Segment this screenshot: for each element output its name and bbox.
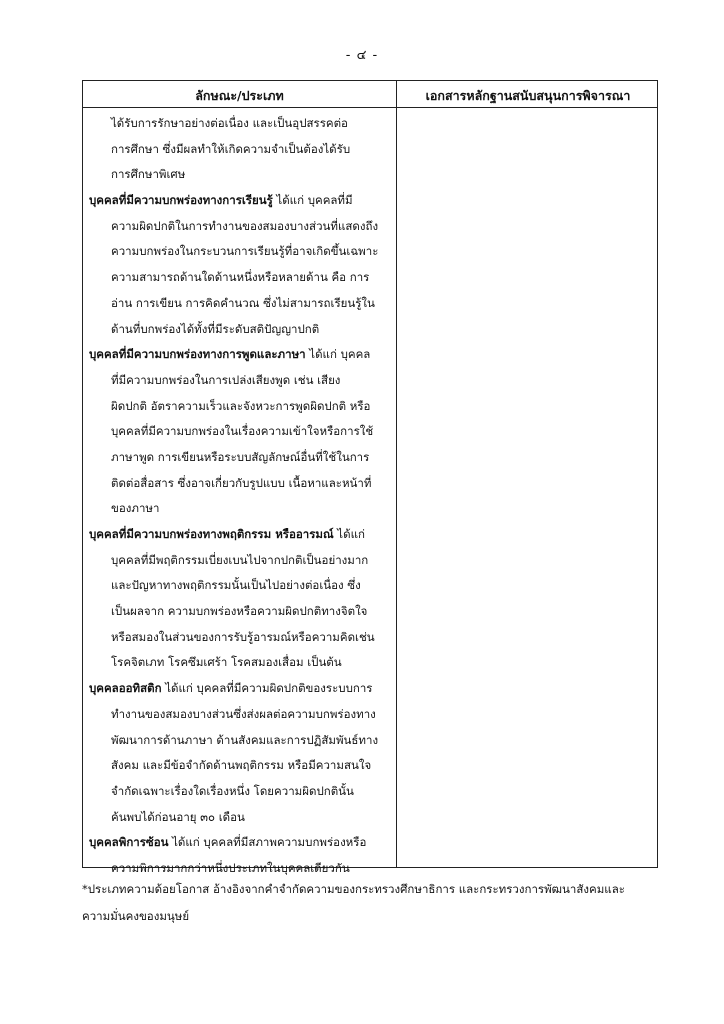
description-line bbox=[89, 753, 389, 779]
description-line bbox=[89, 239, 389, 265]
description-line bbox=[89, 471, 389, 497]
line-text: พัฒนาการด้านภาษา ด้านสังคมและการปฏิสัมพันธ์ทาง bbox=[111, 732, 379, 747]
description-line bbox=[89, 805, 389, 831]
line-text: จำกัดเฉพาะเรื่องใดเรื่องหนึ่ง โดยความผิดปกตินั้น bbox=[111, 783, 354, 798]
description-line bbox=[89, 650, 389, 676]
line-text: ได้แก่ บุคคลที่มี bbox=[272, 193, 353, 208]
line-text: การศึกษาพิเศษ bbox=[111, 167, 186, 182]
line-text: ได้รับการรักษาอย่างต่อเนื่อง และเป็นอุปสรรคต่อ bbox=[111, 116, 348, 130]
category-term: บุคคลที่มีความบกพร่องทางพฤติกรรม หรืออารมณ์ bbox=[89, 527, 334, 541]
line-text: บุคคลที่มีความบกพร่องในเรื่องความเข้าใจหรือการใช้ bbox=[111, 424, 374, 439]
description-line bbox=[89, 419, 389, 445]
line-text: ได้แก่ บุคคล bbox=[305, 347, 371, 362]
category-line bbox=[89, 522, 389, 548]
description-line bbox=[89, 265, 389, 291]
criteria-table bbox=[82, 80, 658, 875]
header-supporting-documents: เอกสารหลักฐานสนับสนุนการพิจารณา bbox=[425, 88, 631, 103]
category-term: บุคคลที่มีความบกพร่องทางการพูดและภาษา bbox=[89, 347, 306, 362]
header-characteristics: ลักษณะ/ประเภท bbox=[195, 88, 284, 103]
description-line bbox=[89, 625, 389, 651]
line-text: สังคม และมีข้อจำกัดด้านพฤติกรรม หรือมีความสนใจ bbox=[111, 758, 372, 773]
description-line bbox=[89, 291, 389, 317]
description-line bbox=[89, 394, 389, 420]
description-line bbox=[89, 137, 389, 163]
category-line bbox=[89, 342, 389, 368]
line-text: และปัญหาทางพฤติกรรมนั้นเป็นไปอย่างต่อเนื่อง ซึ่ง bbox=[111, 578, 361, 593]
footnote-line: *ประเภทความด้อยโอกาส อ้างอิงจากคำจำกัดความของกระทรวงศึกษาธิการ และกระทรวงการพัฒนาสังคมและ bbox=[82, 882, 625, 896]
category-term: บุคคลพิการซ้อน bbox=[89, 835, 169, 850]
description-line bbox=[89, 162, 389, 188]
description-line bbox=[89, 779, 389, 805]
description-line bbox=[89, 111, 389, 137]
line-text: ความสามารถด้านใดด้านหนึ่งหรือหลายด้าน คือ การ bbox=[111, 270, 370, 285]
line-text: ได้แก่ บุคคลที่มีความผิดปกติของระบบการ bbox=[161, 681, 373, 696]
category-term: บุคคลออทิสติก bbox=[89, 681, 162, 696]
line-text: อ่าน การเขียน การคิดคำนวณ ซึ่งไม่สามารถเรียนรู้ใน bbox=[111, 295, 375, 310]
description-line bbox=[89, 548, 389, 574]
line-text: ความบกพร่องในกระบวนการเรียนรู้ที่อาจเกิดขึ้นเฉพาะ bbox=[111, 244, 379, 259]
description-line bbox=[89, 573, 389, 599]
line-text: ภาษาพูด การเขียนหรือระบบสัญลักษณ์อื่นที่ใช้ในการ bbox=[111, 449, 370, 464]
description-line bbox=[89, 728, 389, 754]
line-text: หรือสมองในส่วนของการรับรู้อารมณ์หรือความคิดเช่น bbox=[111, 629, 375, 644]
footnote-line: ความมั่นคงของมนุษย์ bbox=[82, 909, 190, 923]
line-text: ค้นพบได้ก่อนอายุ ๓๐ เดือน bbox=[111, 809, 245, 824]
category-line bbox=[89, 676, 389, 702]
line-text: โรคจิตเภท โรคซึมเศร้า โรคสมองเสื่อม เป็นต้น bbox=[111, 655, 342, 670]
line-text: ความผิดปกติในการทำงานของสมองบางส่วนที่แสดงถึง bbox=[111, 218, 379, 233]
category-term: บุคคลที่มีความบกพร่องทางการเรียนรู้ bbox=[89, 193, 273, 208]
line-text: ผิดปกติ อัตราความเร็วและจังหวะการพูดผิดปกติ หรือ bbox=[111, 398, 371, 413]
line-text: ความพิการมากกว่าหนึ่งประเภทในบุคคลเดียวกัน bbox=[111, 860, 350, 875]
line-text: ด้านที่บกพร่องได้ทั้งที่มีระดับสติปัญญาปกติ bbox=[111, 321, 320, 336]
page-number: - ๔ - bbox=[345, 48, 379, 63]
line-text: การศึกษา ซึ่งมีผลทำให้เกิดความจำเป็นต้องได้รับ bbox=[111, 141, 351, 156]
header-divider bbox=[83, 107, 657, 108]
line-text: ของภาษา bbox=[111, 501, 160, 516]
column-divider bbox=[396, 81, 397, 867]
description-line bbox=[89, 368, 389, 394]
category-line bbox=[89, 188, 389, 214]
line-text: ได้แก่ bbox=[333, 527, 365, 541]
characteristics-column bbox=[89, 111, 389, 882]
footnote bbox=[82, 876, 682, 930]
description-line bbox=[89, 445, 389, 471]
description-line bbox=[89, 599, 389, 625]
description-line bbox=[89, 702, 389, 728]
category-line bbox=[89, 830, 389, 856]
line-text: ได้แก่ บุคคลที่มีสภาพความบกพร่องหรือ bbox=[168, 835, 367, 850]
description-line bbox=[89, 496, 389, 522]
line-text: ทำงานของสมองบางส่วนซึ่งส่งผลต่อความบกพร่องทาง bbox=[111, 706, 376, 721]
line-text: เป็นผลจาก ความบกพร่องหรือความผิดปกติทางจิตใจ bbox=[111, 604, 368, 619]
line-text: ที่มีความบกพร่องในการเปล่งเสียงพูด เช่น เสียง bbox=[111, 372, 341, 387]
description-line bbox=[89, 317, 389, 343]
line-text: ติดต่อสื่อสาร ซึ่งอาจเกี่ยวกับรูปแบบ เนื้อหาและหน้าที่ bbox=[111, 475, 372, 490]
line-text: บุคคลที่มีพฤติกรรมเบี่ยงเบนไปจากปกติเป็นอย่างมาก bbox=[111, 552, 369, 567]
description-line bbox=[89, 214, 389, 240]
